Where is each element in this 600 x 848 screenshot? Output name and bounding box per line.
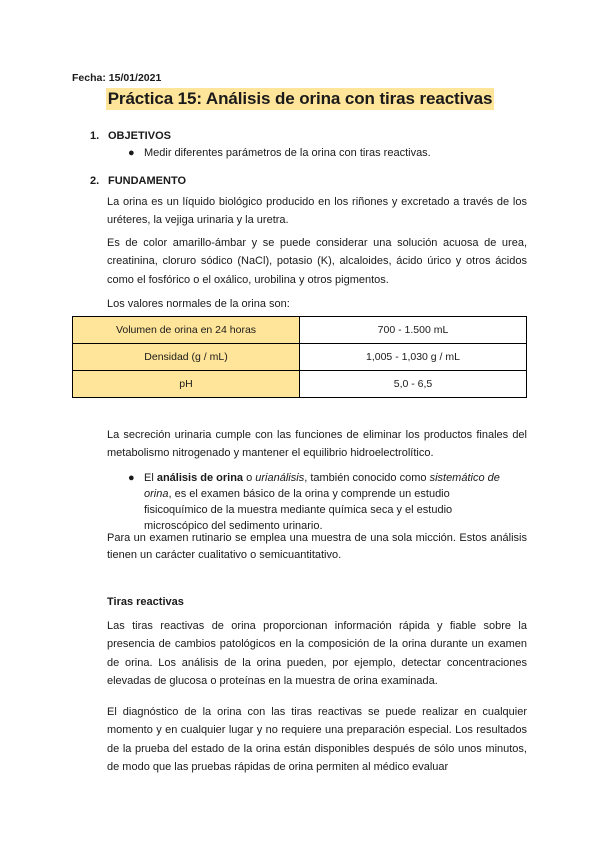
section-title: FUNDAMENTO — [108, 175, 187, 187]
section-number: 2. — [90, 175, 100, 187]
bullet-text: El — [144, 472, 157, 484]
tiras-paragraph-1: Las tiras reactivas de orina proporcionan información rápida y fiable sobre la presencia de cambios patológicos en la composición de la orina durante un examen de orina. Los análisis de la orina pueden, por ejemplo, detectar concentraciones elevadas de glucosa o proteínas en la muestra de orina examinada. — [107, 620, 527, 687]
fundamento-paragraph-3: Los valores normales de la orina son: — [107, 298, 290, 310]
objetivos-bullet-text: Medir diferentes parámetros de la orina con tiras reactivas. — [144, 147, 431, 159]
section-fundamento-heading — [90, 175, 186, 187]
table-value-cell: 700 - 1.500 mL — [300, 317, 527, 344]
table-value-cell: 1,005 - 1,030 g / mL — [300, 344, 527, 371]
section-objetivos-heading — [90, 130, 171, 142]
section-title: OBJETIVOS — [108, 130, 171, 142]
table-row — [73, 371, 527, 398]
date-line: Fecha: 15/01/2021 — [72, 72, 162, 84]
section-number: 1. — [90, 130, 100, 142]
urianalisis-bullet — [128, 470, 516, 534]
table-row — [73, 317, 527, 344]
table-row — [73, 344, 527, 371]
bullet-icon: ● — [128, 147, 135, 159]
title-block — [0, 88, 600, 110]
bullet-text: o — [243, 472, 256, 484]
objetivos-bullet — [128, 145, 524, 161]
bullet-icon: ● — [128, 472, 135, 484]
table-value-cell: 5,0 - 6,5 — [300, 371, 527, 398]
page-title: Práctica 15: Análisis de orina con tiras reactivas — [107, 89, 493, 108]
table-param-cell: Volumen de orina en 24 horas — [73, 317, 300, 344]
bullet-italic-term: urianálisis — [255, 472, 305, 484]
fundamento-paragraph-2: Es de color amarillo-ámbar y se puede considerar una solución acuosa de urea, creatinina, cloruro sódico (NaCl), potasio (K), alcaloides, ácido úrico y otros ácidos como el fosfórico o el oxálico, urobilina y otros pigmentos. — [107, 237, 527, 286]
tiras-paragraph-2: El diagnóstico de la orina con las tiras reactivas se puede realizar en cualquier momento y en cualquier lugar y no requiere una preparación especial. Los resultados de la prueba del estado de la orina están disponibles después de sólo unos minutos, de modo que las pruebas rápidas de orina permiten al médico evaluar — [107, 706, 527, 773]
bullet-text: , también conocido como — [304, 472, 430, 484]
bullet-bold-term: análisis de orina — [156, 472, 244, 484]
normal-values-table — [72, 316, 527, 398]
fundamento-paragraph-4: La secreción urinaria cumple con las funciones de eliminar los productos finales del metabolismo nitrogenado y mantener el equilibrio hidroelectrolítico. — [107, 429, 527, 460]
tiras-heading: Tiras reactivas — [107, 596, 184, 608]
table-param-cell: pH — [73, 371, 300, 398]
bullet-text: , es el examen básico de la orina y comprende un estudio fisicoquímico de la muestra mediante química seca y el estudio microscópico del sedimento urinario. — [144, 488, 453, 532]
table-param-cell: Densidad (g / mL) — [73, 344, 300, 371]
fundamento-paragraph-5: Para un examen rutinario se emplea una muestra de una sola micción. Estos análisis tienen un carácter cualitativo o semicuantitativo. — [107, 532, 527, 561]
fundamento-paragraph-1: La orina es un líquido biológico producido en los riñones y excretado a través de los uréteres, la vejiga urinaria y la uretra. — [107, 196, 527, 227]
bullet-italic-term: sistemático de orina — [144, 472, 500, 500]
